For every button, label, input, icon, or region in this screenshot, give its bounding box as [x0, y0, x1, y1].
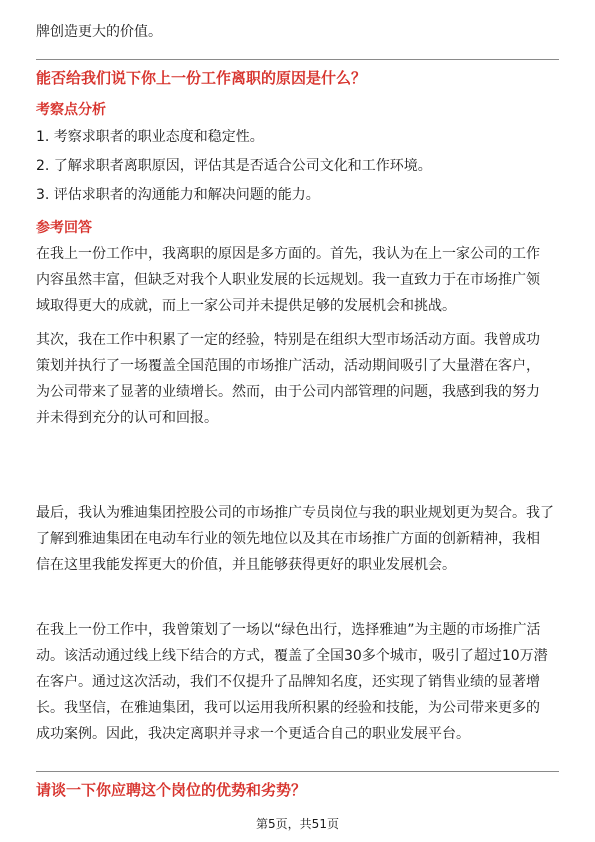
paragraph-line: 在我上一份工作中，我曾策划了一场以“绿色出行，选择雅迪”为主题的市场推广活	[36, 622, 541, 638]
paragraph-line: 策划并执行了一场覆盖全国范围的市场推广活动，活动期间吸引了大量潜在客户，	[36, 358, 540, 374]
paragraph-line: 长。我坚信，在雅迪集团，我可以运用我所积累的经验和技能，为公司带来更多的	[36, 700, 540, 716]
page-number: 第5页，共51页	[256, 817, 339, 831]
answer-paragraph	[36, 241, 559, 319]
paragraph-line: 内容虽然丰富，但缺乏对我个人职业发展的长远规划。我一直致力于在市场推广领	[36, 272, 540, 288]
paragraph-line: 信在这里我能发挥更大的价值，并且能够获得更好的职业发展机会。	[36, 557, 456, 573]
answer-paragraph	[36, 617, 559, 747]
divider	[36, 59, 559, 60]
analysis-item: 3. 评估求职者的沟通能力和解决问题的能力。	[36, 187, 320, 203]
answer-paragraph	[36, 500, 559, 578]
paragraph-line: 并未得到充分的认可和回报。	[36, 410, 218, 426]
paragraph-line: 域取得更大的成就，而上一家公司并未提供足够的发展机会和挑战。	[36, 298, 456, 314]
paragraph-line: 其次，我在工作中积累了一定的经验，特别是在组织大型市场活动方面。我曾成功	[36, 332, 540, 348]
paragraph-line: 成功案例。因此，我决定离职并寻求一个更适合自己的职业发展平台。	[36, 726, 470, 742]
paragraph-line: 在客户。通过这次活动，我们不仅提升了品牌知名度，还实现了销售业绩的显著增	[36, 674, 540, 690]
answer-title: 参考回答	[36, 220, 92, 236]
analysis-title: 考察点分析	[36, 102, 106, 118]
divider	[36, 771, 559, 772]
analysis-item: 2. 了解求职者离职原因，评估其是否适合公司文化和工作环境。	[36, 158, 432, 174]
question-heading: 能否给我们说下你上一份工作离职的原因是什么？	[36, 69, 367, 87]
paragraph-line: 为公司带来了显著的业绩增长。然而，由于公司内部管理的问题，我感到我的努力	[36, 384, 540, 400]
answer-paragraph	[36, 327, 559, 431]
continued-text: 牌创造更大的价值。	[36, 24, 162, 40]
paragraph-line: 动。该活动通过线上线下结合的方式，覆盖了全国30多个城市，吸引了超过10万潜	[36, 648, 548, 664]
analysis-item: 1. 考察求职者的职业态度和稳定性。	[36, 129, 264, 145]
paragraph-line: 在我上一份工作中，我离职的原因是多方面的。首先，我认为在上一家公司的工作	[36, 246, 540, 262]
paragraph-line: 了解到雅迪集团在电动车行业的领先地位以及其在市场推广方面的创新精神，我相	[36, 531, 540, 547]
paragraph-line: 最后，我认为雅迪集团控股公司的市场推广专员岗位与我的职业规划更为契合。我了	[36, 505, 554, 521]
question-heading: 请谈一下你应聘这个岗位的优势和劣势？	[36, 781, 307, 799]
